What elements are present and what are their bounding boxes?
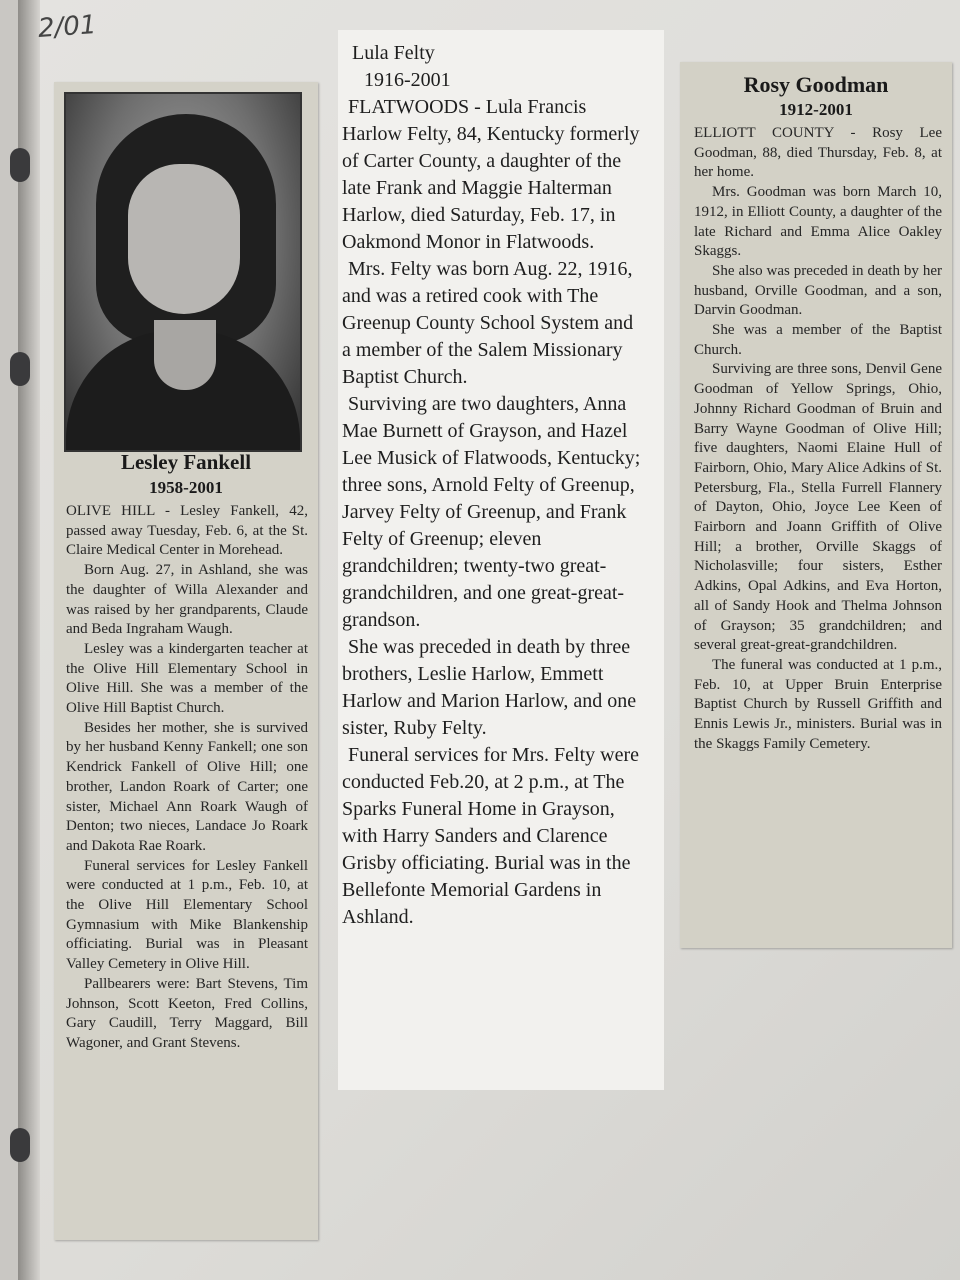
obituary-body <box>342 40 642 931</box>
obituary-years: 1916-2001 <box>364 69 451 91</box>
obituary-paragraph: OLIVE HILL - Lesley Fankell, 42, passed away Tuesday, Feb. 6, at the St. Claire Medical Center in Morehead. <box>66 503 308 559</box>
obituary-paragraph: Surviving are two daughters, Anna Mae Burnett of Grayson, and Hazel Lee Musick of Flatwoods, Kentucky; three sons, Arnold Felty of Greenup, Jarvey Felty of Greenup, and Frank Felty of Greenup; eleven grandchildren; twenty-two great-grandchildren, and one great-great-grandson. <box>342 393 641 631</box>
obituary-years: 1958-2001 <box>149 478 223 497</box>
sleeve-edge <box>18 0 40 1280</box>
obituary-body <box>66 502 308 1054</box>
portrait-photo <box>64 92 302 452</box>
obituary-paragraph: Funeral services for Lesley Fankell were conducted at 1 p.m., Feb. 10, at the Olive Hill Elementary School Gymnasium with Mike Blankenship officiating. Burial was in Pleasant Valley Cemetery in Olive Hill. <box>66 857 308 973</box>
obituary-clipping-goodman <box>680 62 952 948</box>
obituary-paragraph: ELLIOTT COUNTY - Rosy Lee Goodman, 88, died Thursday, Feb. 8, at her home. <box>694 125 942 181</box>
obituary-paragraph: Funeral services for Mrs. Felty were conducted Feb.20, at 2 p.m., at The Sparks Funeral Home in Grayson, with Harry Sanders and Clarence Grisby officiating. Burial was in the Bellefonte Memorial Gardens in Ashland. <box>342 744 640 928</box>
binder-ring <box>10 148 30 182</box>
obituary-paragraph: The funeral was conducted at 1 p.m., Feb. 10, at Upper Bruin Enterprise Baptist Church by Russell Griffith and Ennis Lewis Jr., ministers. Burial was in the Skaggs Family Cemetery. <box>694 656 942 752</box>
obituary-paragraph: Born Aug. 27, in Ashland, she was the daughter of Willa Alexander and was raised by her grandparents, Claude and Beda Ingraham Waugh. <box>66 562 308 638</box>
obituary-name: Rosy Goodman <box>743 72 889 97</box>
obituary-clipping-felty <box>338 30 664 1090</box>
obituary-clipping-fankell <box>54 82 318 1240</box>
obituary-name: Lula Felty <box>352 42 435 64</box>
obituary-paragraph: FLATWOODS - Lula Francis Harlow Felty, 84, Kentucky formerly of Carter County, a daughter of the late Frank and Maggie Halterman Harlow, died Saturday, Feb. 17, in Oakmond Monor in Flatwoods. <box>342 96 640 253</box>
handwritten-date: 2/01 <box>37 9 98 45</box>
binder-ring <box>10 1128 30 1162</box>
obituary-paragraph: She was a member of the Baptist Church. <box>694 322 942 358</box>
obituary-paragraph: Lesley was a kindergarten teacher at the Olive Hill Elementary School in Olive Hill. She was a member of the Olive Hill Baptist Church. <box>66 640 308 717</box>
binder-ring <box>10 352 30 386</box>
obituary-paragraph: Mrs. Goodman was born March 10, 1912, in Elliott County, a daughter of the late Richard and Emma Alice Oakley Skaggs. <box>694 184 942 260</box>
obituary-paragraph: She also was preceded in death by her husband, Orville Goodman, and a son, Darvin Goodman. <box>694 262 942 319</box>
obituary-name: Lesley Fankell <box>120 450 252 474</box>
obituary-paragraph: She was preceded in death by three brothers, Leslie Harlow, Emmett Harlow and Marion Harlow, and one sister, Ruby Felty. <box>342 636 637 739</box>
obituary-paragraph: Pallbearers were: Bart Stevens, Tim Johnson, Scott Keeton, Fred Collins, Gary Caudill, Terry Maggard, Bill Wagoner, and Grant Stevens. <box>66 975 308 1051</box>
obituary-paragraph: Besides her mother, she is survived by her husband Kenny Fankell; one son Kendrick Fankell of Olive Hill; one brother, Landon Roark of Carter; one sister, Michael Ann Roark Waugh of Denton; two nieces, Landace Jo Roark and Dakota Rae Roark. <box>66 719 308 854</box>
obituary-paragraph: Mrs. Felty was born Aug. 22, 1916, and was a retired cook with The Greenup County School System and a member of the Salem Missionary Baptist Church. <box>342 258 634 388</box>
obituary-years: 1912-2001 <box>779 100 853 119</box>
obituary-body <box>694 124 942 755</box>
obituary-paragraph: Surviving are three sons, Denvil Gene Goodman of Yellow Springs, Ohio, Johnny Richard Goodman of Bruin and Barry Wayne Goodman of Olive Hill; five daughters, Naomi Elaine Hull of Fairborn, Ohio, Mary Alice Adkins of St. Petersburg, Fla., Stella Furrell Flannery of Dayton, Ohio, Joyce Lee Keen of Fairborn and Joann Griffith of Olive Hill; a brother, Orville Skaggs of Nicholasville; four sisters, Esther Adkins, Opal Adkins, and Eva Horton, all of Sandy Hook and Thelma Johnson of Grayson; 35 grandchildren; and several great-great-grandchildren. <box>694 361 942 654</box>
